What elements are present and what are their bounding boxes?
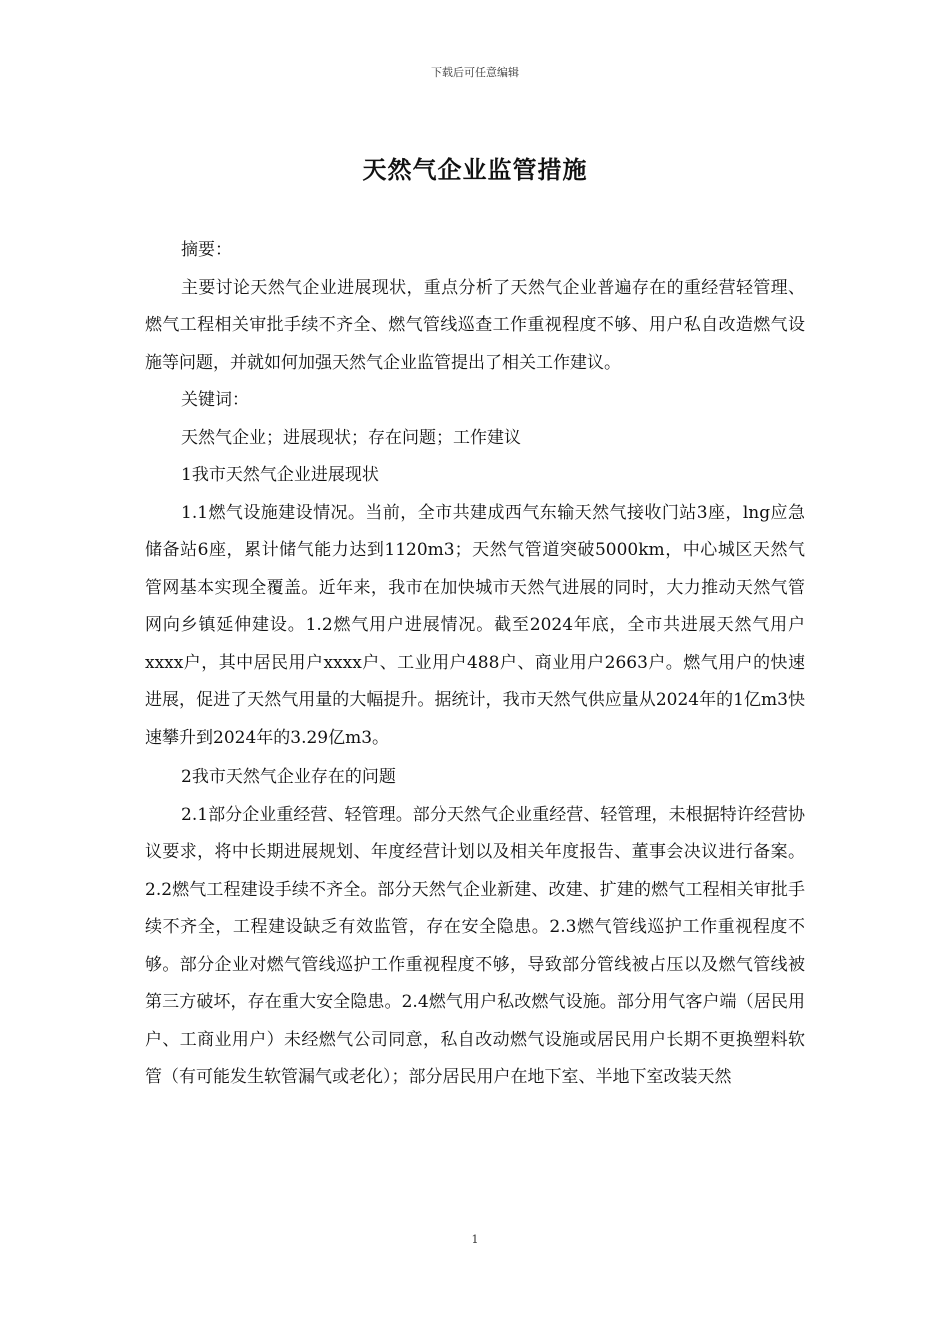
abstract-label: 摘要： xyxy=(181,240,232,260)
section1-text: 1.1燃气设施建设情况。当前，全市共建成西气东输天然气接收门站3座，lng应急储备站6座，累计储气能力达到1120m3；天然气管道突破5000km，中心城区天然气管网基本实现全覆盖。近年来，我市在加快城市天然气进展的同时，大力推动天然气管网向乡镇延伸建设。1.2燃气用户进展情况。截至2024年底，全市共进展天然气用户xxxx户，其中居民用户xxxx户、工业用户488户、商业用户2663户。燃气用户的快速进展，促进了天然气用量的大幅提升。据统计，我市天然气供应量从2024年的1亿m3快速攀升到2024年的3.29亿m3。 xyxy=(145,502,805,748)
section1-heading: 1我市天然气企业进展现状 xyxy=(181,465,379,485)
abstract-text: 主要讨论天然气企业进展现状，重点分析了天然气企业普遍存在的重经营轻管理、燃气工程相关审批手续不齐全、燃气管线巡查工作重视程度不够、用户私自改造燃气设施等问题，并就如何加强天然气企业监管提出了相关工作建议。 xyxy=(145,277,805,373)
keywords-text: 天然气企业；进展现状；存在问题；工作建议 xyxy=(181,427,521,448)
section2-heading: 2我市天然气企业存在的问题 xyxy=(181,767,396,787)
keywords-label: 关键词： xyxy=(181,390,249,410)
section2-text: 2.1部分企业重经营、轻管理。部分天然气企业重经营、轻管理，未根据特许经营协议要求，将中长期进展规划、年度经营计划以及相关年度报告、董事会决议进行备案。2.2燃气工程建设手续不齐全。部分天然气企业新建、改建、扩建的燃气工程相关审批手续不齐全，工程建设缺乏有效监管，存在安全隐患。2.3燃气管线巡护工作重视程度不够。部分企业对燃气管线巡护工作重视程度不够，导致部分管线被占压以及燃气管线被第三方破坏，存在重大安全隐患。2.4燃气用户私改燃气设施。部分用气客户端（居民用户、工商业用户）未经燃气公司同意，私自改动燃气设施或居民用户长期不更换塑料软管（有可能发生软管漏气或老化）；部分居民用户在地下室、半地下室改装天然 xyxy=(145,804,805,1087)
page-header: 下载后可任意编辑 xyxy=(431,66,519,79)
document-body xyxy=(145,232,805,1097)
page-number: 1 xyxy=(471,1233,479,1246)
document-title: 天然气企业监管措施 xyxy=(362,155,588,184)
